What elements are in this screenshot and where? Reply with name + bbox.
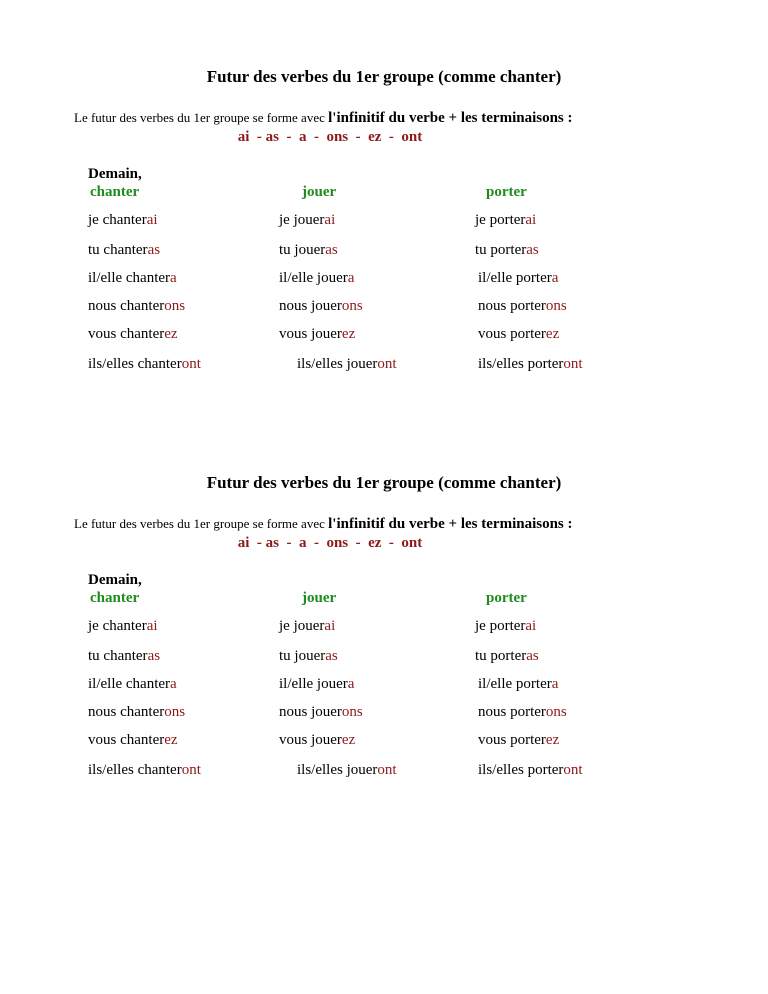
verb-stem: ils/elles chanter bbox=[88, 762, 182, 778]
verb-header-jouer: jouer bbox=[302, 590, 337, 606]
verb-stem: nous porter bbox=[478, 298, 546, 314]
conjugation-jouer bbox=[279, 242, 338, 259]
verb-ending: ez bbox=[545, 732, 560, 748]
conjugation-jouer bbox=[279, 676, 354, 693]
verb-ending: ons bbox=[164, 298, 186, 314]
verb-ending: a bbox=[551, 676, 559, 692]
conjugation-chanter bbox=[88, 648, 160, 665]
verb-ending: ez bbox=[545, 326, 560, 342]
verb-ending: a bbox=[170, 270, 177, 286]
verb-header-porter: porter bbox=[486, 590, 527, 606]
conjugation-porter bbox=[478, 298, 567, 315]
verb-stem: vous porter bbox=[478, 732, 546, 748]
verb-stem: ils/elles chanter bbox=[88, 356, 182, 372]
verb-stem: il/elle chanter bbox=[88, 270, 171, 286]
verb-header-porter: porter bbox=[486, 184, 527, 200]
verb-ending: ai bbox=[525, 618, 537, 634]
demain-label: Demain, bbox=[88, 166, 142, 182]
conjugation-porter bbox=[475, 212, 536, 229]
verb-ending: as bbox=[325, 648, 338, 664]
verb-ending: ai bbox=[146, 618, 158, 634]
conjugation-jouer bbox=[279, 326, 355, 343]
conjugation-chanter bbox=[88, 676, 177, 693]
conjugation-chanter bbox=[88, 212, 158, 229]
conjugation-jouer bbox=[297, 762, 397, 779]
verb-stem: vous porter bbox=[478, 326, 546, 342]
verb-stem: ils/elles porter bbox=[478, 762, 564, 778]
verb-stem: il/elle porter bbox=[478, 270, 552, 286]
verb-ending: ons bbox=[341, 704, 363, 720]
verb-ending: ont bbox=[181, 356, 201, 372]
verb-ending: as bbox=[147, 648, 161, 664]
verb-ending: ai bbox=[146, 212, 158, 228]
verb-ending: ont bbox=[181, 762, 201, 778]
conjugation-chanter bbox=[88, 326, 178, 343]
conjugation-porter bbox=[475, 618, 536, 635]
verb-stem: tu chanter bbox=[88, 242, 148, 258]
verb-ending: a bbox=[170, 676, 177, 692]
endings-list: ai - as - a - ons - ez - ont bbox=[237, 535, 423, 551]
verb-ending: as bbox=[526, 648, 539, 664]
verb-stem: tu chanter bbox=[88, 648, 148, 664]
verb-stem: je chanter bbox=[88, 618, 147, 634]
verb-ending: as bbox=[147, 242, 161, 258]
verb-ending: ons bbox=[545, 704, 567, 720]
verb-ending: a bbox=[347, 270, 355, 286]
conjugation-jouer bbox=[279, 298, 363, 315]
conjugation-chanter bbox=[88, 762, 201, 779]
conjugation-chanter bbox=[88, 242, 160, 259]
intro-bold: l'infinitif du verbe + les terminaisons : bbox=[328, 516, 573, 532]
conjugation-porter bbox=[478, 676, 558, 693]
conjugation-porter bbox=[478, 732, 559, 749]
verb-ending: ont bbox=[377, 356, 397, 372]
verb-stem: ils/elles jouer bbox=[297, 356, 378, 372]
verb-stem: vous jouer bbox=[279, 732, 342, 748]
conjugation-porter bbox=[478, 326, 559, 343]
verb-stem: tu jouer bbox=[279, 648, 326, 664]
verb-stem: tu jouer bbox=[279, 242, 326, 258]
intro-plain: Le futur des verbes du 1er groupe se forme avec bbox=[74, 516, 329, 531]
verb-stem: nous jouer bbox=[279, 298, 342, 314]
verb-stem: il/elle jouer bbox=[279, 676, 348, 692]
verb-ending: as bbox=[325, 242, 338, 258]
verb-ending: ons bbox=[545, 298, 567, 314]
verb-stem: ils/elles jouer bbox=[297, 762, 378, 778]
lesson-title: Futur des verbes du 1er groupe (comme chanter) bbox=[206, 67, 562, 86]
conjugation-porter bbox=[475, 648, 539, 665]
conjugation-chanter bbox=[88, 618, 158, 635]
conjugation-jouer bbox=[279, 648, 338, 665]
conjugation-porter bbox=[478, 704, 567, 721]
conjugation-jouer bbox=[279, 732, 355, 749]
conjugation-porter bbox=[478, 270, 558, 287]
conjugation-porter bbox=[478, 762, 583, 779]
verb-ending: ons bbox=[341, 298, 363, 314]
verb-header-jouer: jouer bbox=[302, 184, 337, 200]
verb-ending: ons bbox=[164, 704, 186, 720]
conjugation-jouer bbox=[279, 270, 354, 287]
endings-list: ai - as - a - ons - ez - ont bbox=[237, 129, 423, 145]
conjugation-chanter bbox=[88, 298, 185, 315]
verb-stem: je porter bbox=[475, 618, 526, 634]
demain-label: Demain, bbox=[88, 572, 142, 588]
conjugation-jouer bbox=[297, 356, 397, 373]
conjugation-porter bbox=[478, 356, 583, 373]
verb-stem: nous chanter bbox=[88, 704, 165, 720]
verb-stem: nous porter bbox=[478, 704, 546, 720]
verb-stem: vous jouer bbox=[279, 326, 342, 342]
verb-ending: ont bbox=[377, 762, 397, 778]
intro-text bbox=[74, 110, 573, 127]
verb-stem: vous chanter bbox=[88, 326, 165, 342]
verb-stem: il/elle chanter bbox=[88, 676, 171, 692]
verb-stem: je chanter bbox=[88, 212, 147, 228]
verb-stem: je jouer bbox=[279, 618, 325, 634]
verb-ending: ez bbox=[164, 732, 178, 748]
verb-ending: ez bbox=[341, 326, 356, 342]
conjugation-chanter bbox=[88, 356, 201, 373]
verb-ending: a bbox=[551, 270, 559, 286]
verb-ending: as bbox=[526, 242, 539, 258]
intro-plain: Le futur des verbes du 1er groupe se forme avec bbox=[74, 110, 329, 125]
intro-bold: l'infinitif du verbe + les terminaisons : bbox=[328, 110, 573, 126]
verb-header-chanter: chanter bbox=[90, 590, 140, 606]
verb-ending: ai bbox=[324, 212, 336, 228]
verb-header-chanter: chanter bbox=[90, 184, 140, 200]
verb-ending: ai bbox=[324, 618, 336, 634]
verb-stem: vous chanter bbox=[88, 732, 165, 748]
verb-stem: nous jouer bbox=[279, 704, 342, 720]
verb-ending: ez bbox=[164, 326, 178, 342]
conjugation-jouer bbox=[279, 212, 335, 229]
verb-stem: ils/elles porter bbox=[478, 356, 564, 372]
verb-stem: je porter bbox=[475, 212, 526, 228]
conjugation-chanter bbox=[88, 704, 185, 721]
conjugation-porter bbox=[475, 242, 539, 259]
lesson-title: Futur des verbes du 1er groupe (comme chanter) bbox=[206, 473, 562, 492]
verb-stem: il/elle jouer bbox=[279, 270, 348, 286]
intro-text bbox=[74, 516, 573, 533]
verb-ending: ont bbox=[563, 356, 583, 372]
conjugation-jouer bbox=[279, 618, 335, 635]
verb-ending: ont bbox=[563, 762, 583, 778]
verb-ending: a bbox=[347, 676, 355, 692]
verb-stem: je jouer bbox=[279, 212, 325, 228]
verb-stem: il/elle porter bbox=[478, 676, 552, 692]
conjugation-jouer bbox=[279, 704, 363, 721]
verb-ending: ai bbox=[525, 212, 537, 228]
verb-ending: ez bbox=[341, 732, 356, 748]
conjugation-chanter bbox=[88, 732, 178, 749]
verb-stem: tu porter bbox=[475, 648, 527, 664]
conjugation-chanter bbox=[88, 270, 177, 287]
verb-stem: tu porter bbox=[475, 242, 527, 258]
verb-stem: nous chanter bbox=[88, 298, 165, 314]
